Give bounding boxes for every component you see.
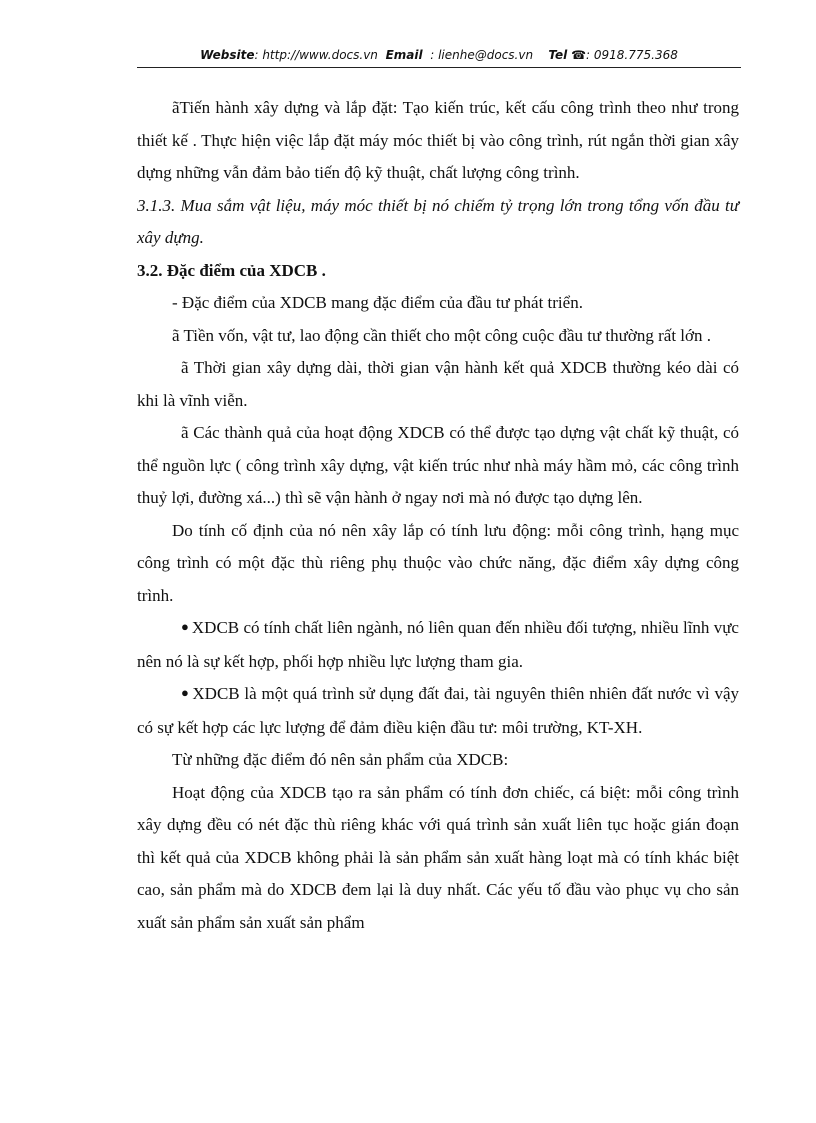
paragraph-results: ã Các thành quả của hoạt động XDCB có thể được tạo dựng vật chất kỹ thuật, có thể nguồn lực ( công trình xây dựng, vật kiến trúc như nhà máy hầm mỏ, các công trình thuỷ lợi, đường xá...) thì sẽ vận hành ở ngay nơi mà nó được tạo dựng lên.: [137, 423, 739, 507]
paragraph-products-intro: Từ những đặc điểm đó nên sản phẩm của XDCB:: [172, 750, 509, 769]
bullet-icon: ●: [181, 685, 190, 700]
website-label: Website: [200, 48, 255, 62]
header-divider: [137, 67, 741, 68]
paragraph-capital: ã Tiền vốn, vật tư, lao động cần thiết cho một công cuộc đầu tư thường rất lớn .: [172, 325, 712, 345]
email-value[interactable]: : lienhe@docs.vn: [430, 48, 534, 62]
bullet-icon: ●: [181, 619, 189, 634]
email-label: Email: [385, 48, 423, 62]
paragraph-features-intro: - Đặc điểm của XDCB mang đặc điểm của đầu tư phát triển.: [172, 293, 583, 312]
bullet-item-interdisciplinary: [137, 612, 739, 678]
paragraph-duration: ã Thời gian xây dựng dài, thời gian vận hành kết quả XDCB thường kéo dài có khi là vĩnh viễn.: [137, 358, 739, 410]
bullet-text: XDCB là một quá trình sử dụng đất đai, tài nguyên thiên nhiên đất nước vì vậy có sự kết hợp các lực lượng để đảm điều kiện đầu tư: môi trường, KT-XH.: [137, 684, 739, 737]
section-heading-3-2: 3.2. Đặc điểm của XDCB .: [137, 260, 326, 280]
paragraph-mobility: Do tính cố định của nó nên xây lắp có tính lưu động: mỗi công trình, hạng mục công trình có một đặc thù riêng phụ thuộc vào chức năng, đặc điểm xây dựng công trình.: [137, 520, 739, 605]
document-body: [137, 92, 739, 939]
tel-value: : 0918.775.368: [586, 48, 678, 62]
page-header: [137, 48, 741, 68]
paragraph-construction: ãTiến hành xây dựng và lắp đặt: Tạo kiến trúc, kết cấu công trình theo như trong thiết kế . Thực hiện việc lắp đặt máy móc thiết bị vào công trình, rút ngắn thời gian xây dựng những vẫn đảm bảo tiến độ kỹ thuật, chất lượng công trình.: [137, 98, 739, 182]
bullet-item-land-use: [137, 678, 739, 744]
website-value[interactable]: : http://www.docs.vn: [254, 48, 378, 62]
paragraph-unique-products: Hoạt động của XDCB tạo ra sản phẩm có tính đơn chiếc, cá biệt: mỗi công trình xây dựng đều có nét đặc thù riêng khác với quá trình sản xuất liên tục hoặc gián đoạn thì kết quả của XDCB không phải là sản phẩm sản xuất hàng loạt mà có tính khác biệt cao, sản phẩm mà do XDCB đem lại là duy nhất. Các yếu tố đầu vào phục vụ cho sản xuất sản phẩm sản xuất sản phẩm: [137, 782, 739, 932]
tel-label: Tel: [548, 48, 568, 62]
telephone-icon: ☎: [571, 48, 587, 62]
section-3-1-3: 3.1.3. Mua sắm vật liệu, máy móc thiết bị nó chiếm tỷ trọng lớn trong tổng vốn đầu tư xây dựng.: [137, 195, 739, 247]
bullet-text: XDCB có tính chất liên ngành, nó liên quan đến nhiều đối tượng, nhiều lĩnh vực nên nó là sự kết hợp, phối hợp nhiều lực lượng tham gia.: [137, 618, 739, 671]
